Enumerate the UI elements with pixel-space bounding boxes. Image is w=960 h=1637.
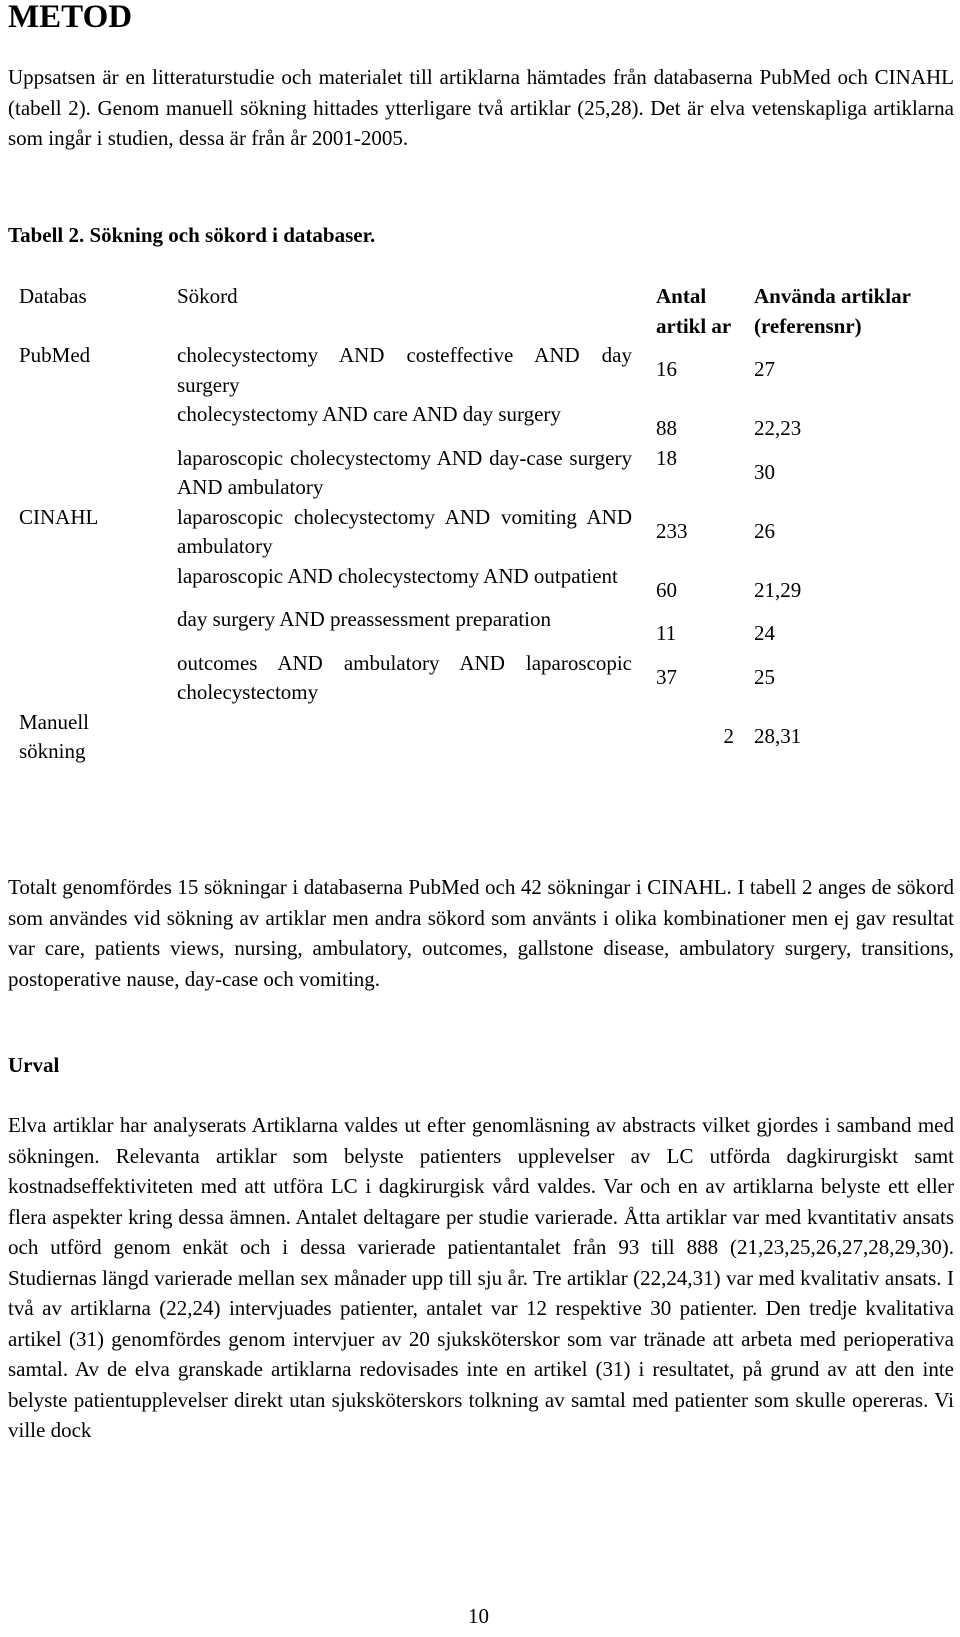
table-header-row: [7, 282, 945, 341]
table-row: [7, 341, 945, 400]
cell-antal-wrap: [644, 708, 742, 767]
cell-antal-wrap: [644, 444, 742, 503]
cell-anvanda: 30: [754, 459, 775, 484]
cell-sokord: cholecystectomy AND care AND day surgery: [177, 402, 561, 426]
cell-antal-wrap: [644, 649, 742, 708]
cell-anvanda: 26: [754, 518, 775, 543]
cell-databas: Manuell sökning: [19, 709, 89, 763]
table-row: [7, 708, 945, 767]
cell-anvanda-wrap: [742, 649, 945, 708]
cell-anvanda-wrap: [742, 562, 945, 606]
table-row: [7, 562, 945, 606]
cell-antal: 88: [656, 416, 677, 440]
page-number: 10: [468, 1604, 489, 1628]
cell-anvanda-wrap: [742, 605, 945, 649]
cell-anvanda: 22,23: [754, 416, 802, 440]
cell-anvanda-wrap: [742, 400, 945, 444]
cell-anvanda: 21,29: [754, 577, 802, 602]
intro-paragraph: Uppsatsen är en litteraturstudie och materialet till artiklarna hämtades från databaserna PubMed och CINAHL (tabell 2). Genom manuell sökning hittades ytterligare två artiklar (25,28). Det är elva vetenskapliga artiklarna som ingår i studien, dessa är från år 2001-2005.: [8, 65, 954, 150]
table-row: [7, 444, 945, 503]
table-row: [7, 503, 945, 562]
cell-databas: [7, 649, 165, 708]
cell-databas: PubMed: [19, 343, 91, 367]
table-row: [7, 605, 945, 649]
cell-antal: 60: [656, 577, 677, 602]
urval-paragraph: Elva artiklar har analyserats Artiklarna valdes ut efter genomläsning av abstracts vilket gjordes i samband med sökningen. Relevanta artiklar som belyste patienters upplevelser av LC utförda dagkirurgiskt samt kostnadseffektiviteten med att utföra LC i dagkirurgisk vård valdes. Var och en av artiklarna belyste ett eller flera aspekter kring dessa ämnen. Antalet deltagare per studie varierade. Åtta artiklar var med kvantitativ ansats och utförd genom enkät och i dessa varierade patientantalet från 93 till 888 (21,23,25,26,27,28,29,30). Studiernas längd varierade mellan sex månader upp till sju år. Tre artiklar (22,24,31) var med kvalitativ ansats. I två av artiklarna (22,24) intervjuades patienter, antalet var 12 respektive 30 patienter. Den tredje kvalitativa artikel (31) genomfördes genom intervjuer av 20 sjuksköterskor som var tränade att arbeta med perioperativa samtal. Av de elva granskade artiklarna redovisades inte en artikel (31) i resultatet, på grund av att den inte belyste patientupplevelser direkt utan sjuksköterskors tolkning av samtal med patienter som skulle opereras. Vi ville dock: [8, 1113, 954, 1442]
cell-databas: [7, 562, 165, 606]
cell-antal: 2: [723, 723, 734, 748]
summary-paragraph: Totalt genomfördes 15 sökningar i databaserna PubMed och 42 sökningar i CINAHL. I tabell 2 anges de sökord som användes vid sökning av artiklar men andra sökord som använts i olika kombinationer men ej gav resultat var care, patients views, nursing, ambulatory, outcomes, gallstone disease, ambulatory surgery, transitions, postoperative nause, day-case och vomiting.: [8, 875, 954, 991]
cell-databas: [7, 400, 165, 444]
header-databas: Databas: [19, 284, 87, 308]
header-antal: Antal artikl ar: [656, 284, 732, 338]
cell-anvanda: 24: [754, 621, 775, 645]
cell-anvanda: 28,31: [754, 723, 802, 748]
cell-antal: 11: [656, 621, 677, 645]
search-table: [7, 282, 945, 767]
cell-anvanda-wrap: [742, 341, 945, 400]
cell-antal-wrap: [644, 605, 742, 649]
cell-sokord: [165, 708, 644, 767]
cell-antal: 16: [656, 357, 677, 381]
table-caption: Tabell 2. Sökning och sökord i databaser.: [8, 223, 376, 247]
cell-databas: [7, 444, 165, 503]
cell-antal-wrap: [644, 562, 742, 606]
cell-antal: 18: [656, 445, 677, 470]
cell-anvanda: 25: [754, 664, 775, 689]
cell-sokord: day surgery AND preassessment preparation: [177, 607, 552, 631]
cell-antal-wrap: [644, 341, 742, 400]
section-heading-urval: Urval: [8, 1053, 60, 1077]
cell-antal-wrap: [644, 400, 742, 444]
cell-antal: 37: [656, 664, 677, 689]
cell-antal: 233: [656, 518, 688, 543]
table-row: [7, 400, 945, 444]
header-sokord: Sökord: [177, 284, 238, 308]
cell-anvanda: 27: [754, 357, 775, 381]
cell-sokord: laparoscopic AND cholecystectomy AND outpatient: [177, 563, 618, 588]
table-row: [7, 649, 945, 708]
cell-anvanda-wrap: [742, 444, 945, 503]
header-anvanda: Använda artiklar (referensnr): [754, 284, 911, 338]
cell-databas: [7, 605, 165, 649]
page-title: METOD: [8, 0, 133, 35]
cell-sokord: laparoscopic cholecystectomy AND day-case surgery AND ambulatory: [177, 445, 632, 499]
cell-databas: CINAHL: [19, 504, 99, 529]
cell-anvanda-wrap: [742, 503, 945, 562]
cell-sokord: laparoscopic cholecystectomy AND vomiting AND ambulatory: [177, 504, 632, 558]
cell-sokord: outcomes AND ambulatory AND laparoscopic cholecystectomy: [177, 650, 632, 704]
cell-sokord: cholecystectomy AND costeffective AND day surgery: [177, 343, 632, 397]
cell-anvanda-wrap: [742, 708, 945, 767]
cell-antal-wrap: [644, 503, 742, 562]
